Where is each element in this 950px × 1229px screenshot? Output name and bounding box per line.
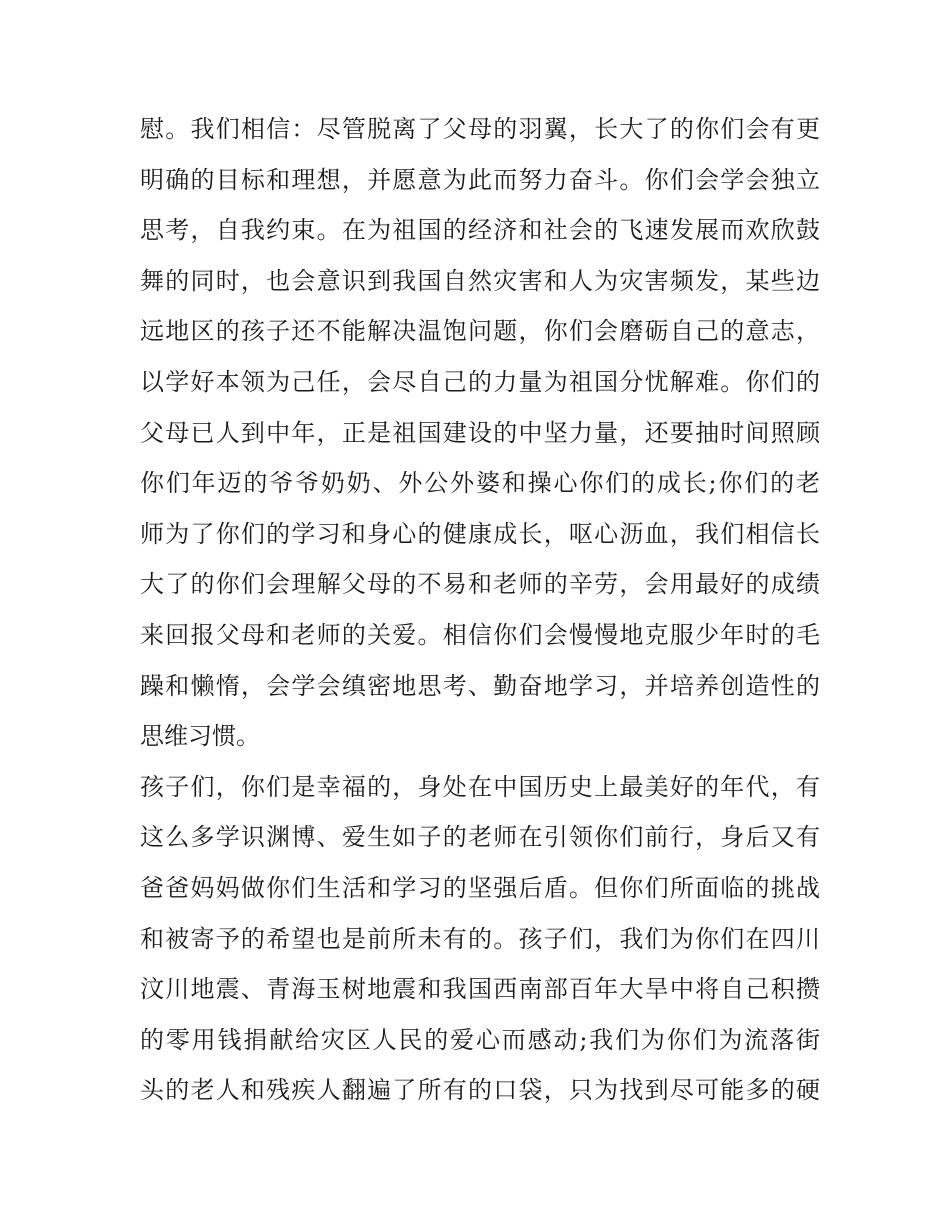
text-line: 来回报父母和老师的关爱。相信你们会慢慢地克服少年时的毛 xyxy=(140,620,820,649)
text-line: 这么多学识渊博、爱生如子的老师在引领你们前行，身后又有 xyxy=(140,823,820,852)
text-line: 明确的目标和理想，并愿意为此而努力奋斗。你们会学会独立 xyxy=(140,165,820,194)
text-line: 和被寄予的希望也是前所未有的。孩子们，我们为你们在四川 xyxy=(140,924,820,953)
text-line: 思维习惯。 xyxy=(140,722,260,751)
text-line: 躁和懒惰，会学会缜密地思考、勤奋地学习，并培养创造性的 xyxy=(140,671,820,700)
document-body xyxy=(140,104,820,1116)
text-line: 汶川地震、青海玉树地震和我国西南部百年大旱中将自己积攒 xyxy=(140,975,820,1004)
text-line: 以学好本领为己任，会尽自己的力量为祖国分忧解难。你们的 xyxy=(140,367,820,396)
paragraph-1 xyxy=(140,104,820,762)
text-line: 大了的你们会理解父母的不易和老师的辛劳，会用最好的成绩 xyxy=(140,570,820,599)
text-line: 爸爸妈妈做你们生活和学习的坚强后盾。但你们所面临的挑战 xyxy=(140,873,820,902)
text-line: 的零用钱捐献给灾区人民的爱心而感动;我们为你们为流落街 xyxy=(140,1025,820,1054)
text-line: 舞的同时，也会意识到我国自然灾害和人为灾害频发，某些边 xyxy=(140,266,820,295)
paragraph-2 xyxy=(140,762,820,1116)
text-line: 师为了你们的学习和身心的健康成长，呕心沥血，我们相信长 xyxy=(140,519,820,548)
text-line: 孩子们，你们是幸福的，身处在中国历史上最美好的年代，有 xyxy=(140,772,820,801)
text-line: 你们年迈的爷爷奶奶、外公外婆和操心你们的成长;你们的老 xyxy=(140,469,820,498)
text-line: 头的老人和残疾人翻遍了所有的口袋，只为找到尽可能多的硬 xyxy=(140,1076,820,1105)
text-line: 父母已人到中年，正是祖国建设的中坚力量，还要抽时间照顾 xyxy=(140,418,820,447)
text-line: 慰。我们相信：尽管脱离了父母的羽翼，长大了的你们会有更 xyxy=(140,115,820,143)
text-line: 远地区的孩子还不能解决温饱问题，你们会磨砺自己的意志， xyxy=(140,317,820,346)
text-line: 思考，自我约束。在为祖国的经济和社会的飞速发展而欢欣鼓 xyxy=(140,216,820,245)
